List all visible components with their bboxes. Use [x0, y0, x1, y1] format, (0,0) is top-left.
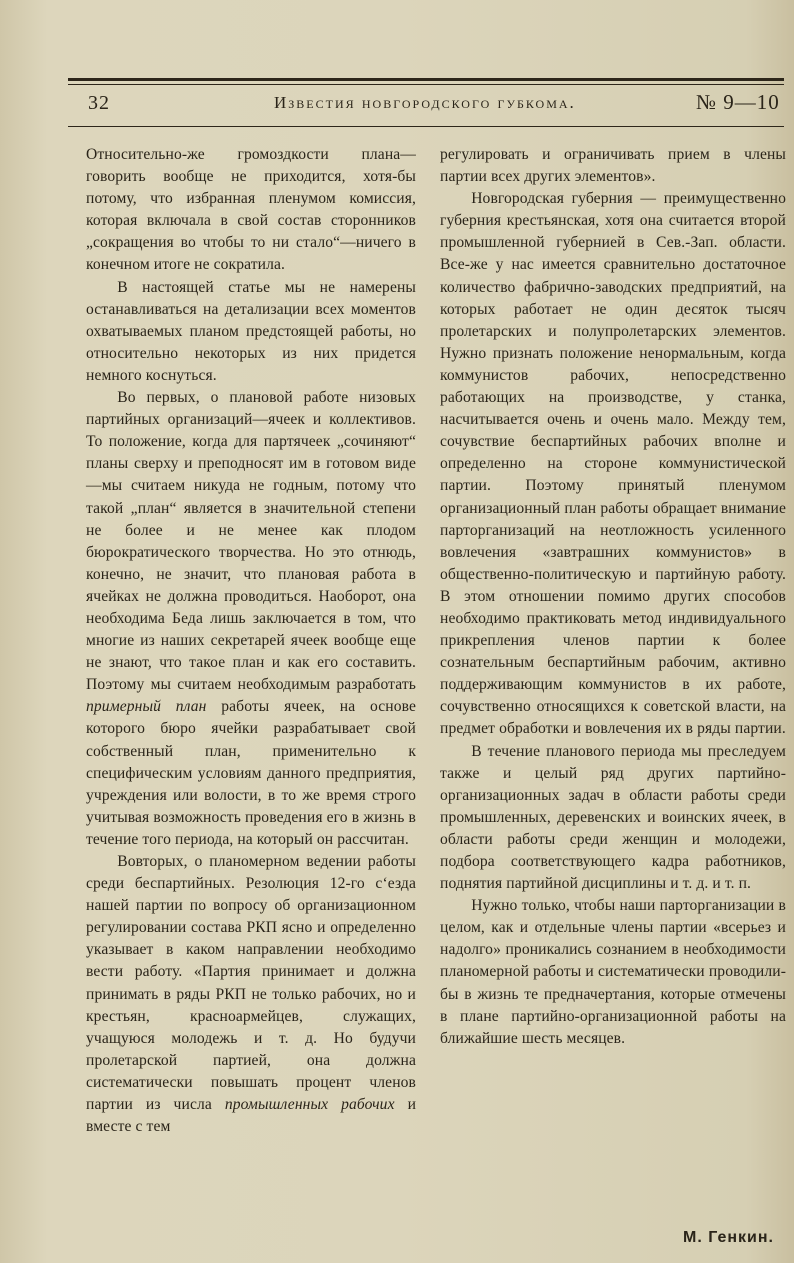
paragraph: Относительно-же громоздкости плана—говорить вообще не приходится, хотя-бы потому, что избранная пленумом комиссия, которая включала в свой состав сторонников „сокращения во чтобы то ни стало“—ничего в конечном итоге не сократила.: [86, 146, 416, 274]
paragraph: регулировать и ограничивать прием в члены партии всех других элементов».: [440, 146, 786, 186]
journal-title: Известия новгородского губкома.: [274, 93, 576, 112]
right-column: [440, 144, 786, 1050]
issue-number: № 9—10: [696, 90, 780, 114]
paragraph: Во первых, о плановой работе низовых партийных организаций—ячеек и коллективов. То положение, когда для партячеек „сочиняют“ планы сверху и преподносят им в готовом виде—мы считаем никуда не годным, потому что такой „план“ является в значительной степени не более и не менее как плодом бюрократического творчества. Но это отнюдь, конечно, не значит, что плановая работа в ячейках не должна проводиться. Наоборот, она необходима Беда лишь заключается в том, что многие из наших секретарей ячеек вообще еще не знают, что такое план и как его составить. Поэтому мы считаем необходимым разработать примерный план работы ячеек, на основе которого бюро ячейки разрабатывает свой собственный план, применительно к специфическим условиям данного предприятия, учреждения или волости, в то же время строго учитывая возможность проведения его в жизнь в течение того периода, на который он рассчитан.: [86, 389, 417, 848]
header-rule-thick: [68, 78, 784, 81]
page-header: [68, 72, 784, 128]
author-signature: М. Генкин.: [683, 1229, 774, 1246]
paragraph: Нужно только, чтобы наши парторганизации в целом, как и отдельные члены партии «всерьез и надолго» проникались сознанием в необходимости планомерной работы и систематически проводили-бы в жизнь те предначертания, которые отмечены в плане партийно-организационной работы на ближайшие шесть месяцев.: [440, 897, 786, 1047]
emphasis-text: примерный план: [86, 698, 207, 716]
left-column: [86, 144, 416, 1138]
header-rule-thin: [68, 84, 784, 85]
paragraph: Новгородская губерния — преимущественно губерния крестьянская, хотя она считается второй промышленной губернией в Сев.-Зап. области. Все-же у нас имеется сравнительно достаточное количество фабрично-заводских предприятий, на которых работает не один десяток тысяч пролетарских и полупролетарских элементов. Нужно признать положение ненормальным, когда коммунистов рабочих, непосредственно работающих на производстве, у станка, насчитывается очень и очень мало. Между тем, сочувствие беспартийных рабочих вполне и определенно на стороне коммунистической партии. Поэтому принятый пленумом организационный план работы обращает внимание парторганизаций на неотложность усиленного вовлечения «завтрашних коммунистов» в общественно-политическую и партийную работу. В этом отношении помимо других способов необходимо практиковать метод индивидуального прикрепления членов партии к более сознательным беспартийным рабочим, активно поддерживающим коммунистов в их работе, сочувственно относящихся к советской власти, на предмет обработки и вовлечения их в ряды партии.: [440, 190, 786, 738]
paragraph: Вовторых, о планомерном ведении работы среди беспартийных. Резолюция 12-го с‘езда нашей партии по вопросу об организационном регулировании состава РКП ясно и определенно указывает в каком направлении необходимо вести работу. «Партия принимает и должна принимать в ряды РКП не только рабочих, но и крестьян, красноармейцев, служащих, учащуюся молодежь и т. д. Но будучи пролетарской партией, она должна систематически повышать процент членов партии из числа промышленных рабочих и вместе с тем: [86, 853, 417, 1136]
emphasis-text: промышленных рабочих: [224, 1096, 395, 1114]
paragraph: В настоящей статье мы не намерены останавливаться на детализации всех моментов охватываемых планом предстоящей работы, но относительно некоторых из них придется немного коснуться.: [86, 278, 416, 384]
page-number: 32: [88, 92, 110, 114]
paragraph: В течение планового периода мы преследуем также и целый ряд других партийно-организационных задач в области работы среди промышленных, деревенских и воинских ячеек, в области работы среди женщин и молодежи, подбора соответствующего кадра работников, поднятия партийной дисциплины и т. д. и т. п.: [440, 742, 786, 893]
header-rule-bottom: [68, 126, 784, 127]
